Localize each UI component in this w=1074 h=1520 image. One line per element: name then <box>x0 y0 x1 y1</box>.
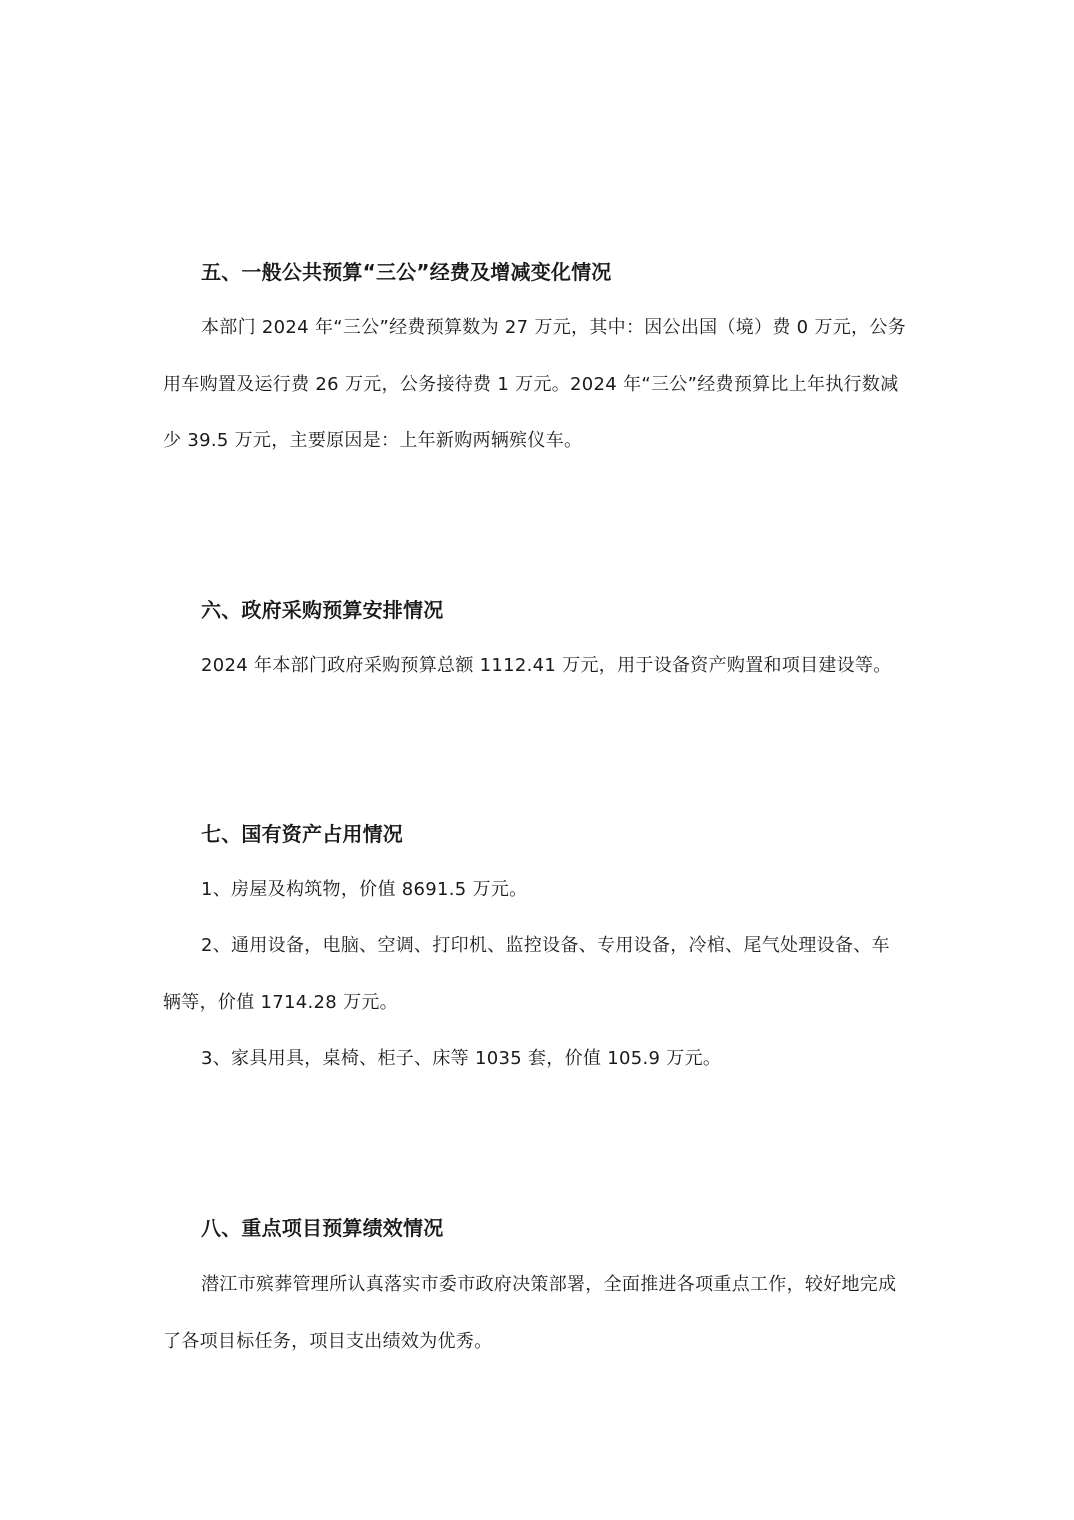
list-item: 2、通用设备，电脑、空调、打印机、监控设备、专用设备，冷棺、尾气处理设备、车 <box>201 935 890 956</box>
paragraph-line: 了各项目标任务，项目支出绩效为优秀。 <box>163 1331 493 1352</box>
section-heading-five: 五、一般公共预算“三公”经费及增减变化情况 <box>201 260 612 284</box>
section-heading-eight: 八、重点项目预算绩效情况 <box>201 1216 444 1240</box>
section-heading-seven: 七、国有资产占用情况 <box>201 822 403 846</box>
section-heading-six: 六、政府采购预算安排情况 <box>201 598 444 622</box>
paragraph-line: 潜江市殡葬管理所认真落实市委市政府决策部署，全面推进各项重点工作，较好地完成 <box>201 1274 897 1295</box>
paragraph-line: 2024 年本部门政府采购预算总额 1112.41 万元，用于设备资产购置和项目建设等。 <box>201 655 892 676</box>
paragraph-line: 用车购置及运行费 26 万元，公务接待费 1 万元。2024 年“三公”经费预算比上年执行数减 <box>163 374 899 395</box>
paragraph-line: 本部门 2024 年“三公”经费预算数为 27 万元，其中：因公出国（境）费 0 万元，公务 <box>201 317 906 338</box>
list-item-continuation: 辆等，价值 1714.28 万元。 <box>163 992 398 1013</box>
paragraph-line: 少 39.5 万元，主要原因是：上年新购两辆殡仪车。 <box>163 430 583 451</box>
list-item: 1、房屋及构筑物，价值 8691.5 万元。 <box>201 879 528 900</box>
list-item: 3、家具用具，桌椅、柜子、床等 1035 套，价值 105.9 万元。 <box>201 1048 722 1069</box>
